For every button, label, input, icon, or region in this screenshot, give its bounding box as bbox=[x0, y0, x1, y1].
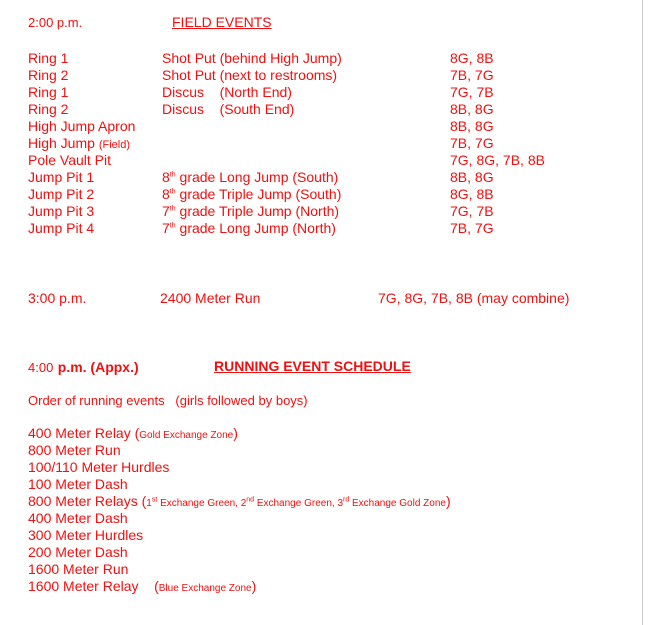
field-groups: 8B, 8G bbox=[450, 169, 494, 185]
field-row bbox=[0, 67, 642, 84]
page-edge bbox=[642, 0, 643, 625]
field-row bbox=[0, 50, 642, 67]
field-row bbox=[0, 152, 642, 169]
exchange-text: Exchange Gold Zone bbox=[349, 498, 446, 509]
note-close: ) bbox=[251, 578, 257, 594]
list-item bbox=[28, 578, 256, 594]
exchange-number: 3 bbox=[337, 498, 343, 509]
field-row bbox=[0, 118, 642, 135]
field-event bbox=[162, 220, 336, 236]
list-item bbox=[28, 425, 238, 441]
order-note: Order of running events (girls followed by boys) bbox=[28, 393, 308, 408]
grade-number: 7 bbox=[162, 220, 170, 236]
field-location: High Jump Apron bbox=[28, 118, 136, 134]
list-item: 1600 Meter Run bbox=[28, 561, 129, 577]
field-groups: 7G, 8G, 7B, 8B bbox=[450, 152, 545, 168]
list-item: 800 Meter Run bbox=[28, 442, 121, 458]
distance-run-time: 3:00 p.m. bbox=[28, 290, 87, 306]
note-close: ) bbox=[233, 425, 238, 441]
grade-number: 7 bbox=[162, 203, 170, 219]
field-groups: 8G, 8B bbox=[450, 186, 494, 202]
field-groups: 7B, 7G bbox=[450, 67, 494, 83]
field-location: Ring 2 bbox=[28, 67, 69, 83]
exchange-number: 1 bbox=[146, 498, 152, 509]
running-schedule-time bbox=[28, 359, 139, 377]
field-event: Discus (South End) bbox=[162, 101, 295, 117]
field-row bbox=[0, 135, 642, 152]
running-event-note bbox=[146, 498, 446, 509]
field-row bbox=[0, 101, 642, 118]
note-open: ( bbox=[154, 578, 159, 594]
field-events-title: FIELD EVENTS bbox=[172, 14, 272, 30]
list-item bbox=[28, 493, 451, 509]
field-location: Jump Pit 4 bbox=[28, 220, 95, 236]
field-row bbox=[0, 220, 642, 237]
field-event bbox=[162, 203, 339, 219]
field-event-name: grade Long Jump (North) bbox=[175, 220, 336, 236]
field-events-time: 2:00 p.m. bbox=[28, 15, 83, 30]
field-event-name: grade Triple Jump (North) bbox=[175, 203, 340, 219]
field-groups: 8B, 8G bbox=[450, 101, 494, 117]
note-open: ( bbox=[141, 493, 147, 509]
field-location: Ring 1 bbox=[28, 84, 69, 100]
field-event-name: grade Long Jump (South) bbox=[175, 169, 339, 185]
running-event-name: 1600 Meter Relay bbox=[28, 578, 139, 594]
field-groups: 7G, 7B bbox=[450, 203, 494, 219]
list-item: 300 Meter Hurdles bbox=[28, 527, 144, 543]
field-location: Pole Vault Pit bbox=[28, 152, 112, 168]
field-event: Shot Put (behind High Jump) bbox=[162, 50, 342, 66]
exchange-suffix: rd bbox=[343, 496, 350, 504]
field-row bbox=[0, 169, 642, 186]
running-event-name: 800 Meter Relays bbox=[28, 493, 138, 509]
exchange-number: 2 bbox=[240, 498, 247, 509]
field-groups: 8G, 8B bbox=[450, 50, 494, 66]
grade-number: 8 bbox=[162, 186, 170, 202]
distance-run-event: 2400 Meter Run bbox=[160, 290, 261, 306]
note-close: ) bbox=[445, 493, 451, 509]
grade-suffix: th bbox=[169, 171, 176, 179]
field-groups: 7B, 7G bbox=[450, 135, 494, 151]
field-location-name: High Jump bbox=[28, 135, 95, 151]
running-schedule-title: RUNNING EVENT SCHEDULE bbox=[214, 358, 411, 374]
grade-suffix: th bbox=[169, 205, 176, 213]
exchange-text: Exchange Green, bbox=[254, 498, 338, 509]
field-location: Ring 1 bbox=[28, 50, 69, 66]
field-location: Jump Pit 2 bbox=[28, 186, 95, 202]
grade-suffix: th bbox=[169, 188, 176, 196]
running-time-suffix: p.m. (Appx.) bbox=[57, 359, 139, 375]
field-event bbox=[162, 186, 341, 202]
list-item: 100 Meter Dash bbox=[28, 476, 128, 492]
field-row bbox=[0, 186, 642, 203]
list-item: 400 Meter Dash bbox=[28, 510, 128, 526]
field-row bbox=[0, 203, 642, 220]
note-open: ( bbox=[134, 425, 140, 441]
field-location bbox=[28, 135, 130, 151]
running-event-note: Blue Exchange Zone bbox=[158, 583, 252, 594]
grade-number: 8 bbox=[162, 169, 170, 185]
field-event bbox=[162, 169, 338, 185]
field-groups: 7B, 7G bbox=[450, 220, 494, 236]
field-event: Discus (North End) bbox=[162, 84, 292, 100]
list-item: 200 Meter Dash bbox=[28, 544, 128, 560]
running-event-note: Gold Exchange Zone bbox=[139, 430, 234, 441]
field-location-note: (Field) bbox=[98, 139, 130, 151]
running-event-name: 400 Meter Relay bbox=[28, 425, 131, 441]
field-location: Ring 2 bbox=[28, 101, 69, 117]
running-time-hour: 4:00 bbox=[28, 360, 54, 375]
list-item: 100/110 Meter Hurdles bbox=[28, 459, 170, 475]
distance-run-groups: 7G, 8G, 7B, 8B (may combine) bbox=[378, 290, 570, 306]
field-groups: 8B, 8G bbox=[450, 118, 494, 134]
field-row bbox=[0, 84, 642, 101]
field-event: Shot Put (next to restrooms) bbox=[162, 67, 338, 83]
exchange-suffix: st bbox=[151, 496, 158, 504]
field-event-name: grade Triple Jump (South) bbox=[175, 186, 342, 202]
field-groups: 7G, 7B bbox=[450, 84, 494, 100]
field-location: Jump Pit 1 bbox=[28, 169, 95, 185]
exchange-suffix: nd bbox=[246, 496, 255, 504]
exchange-text: Exchange Green, bbox=[157, 498, 241, 509]
grade-suffix: th bbox=[169, 222, 176, 230]
field-location: Jump Pit 3 bbox=[28, 203, 95, 219]
